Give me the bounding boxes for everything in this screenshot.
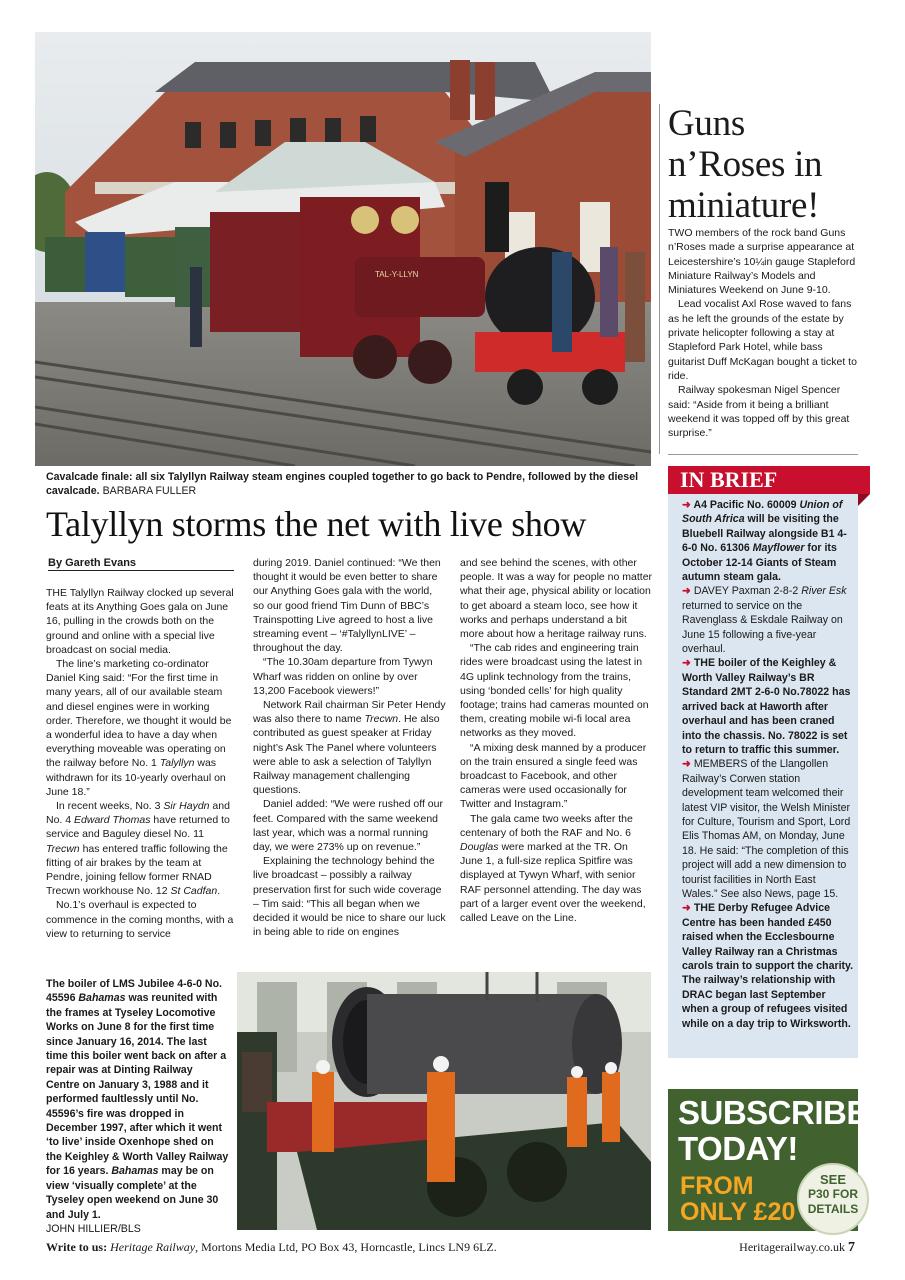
italic-name: Trecwn xyxy=(46,842,80,855)
subscribe-price: ONLY £20 xyxy=(680,1198,796,1226)
italic-name: Bahamas xyxy=(78,992,126,1005)
sidebar-paragraph: Lead vocalist Axl Rose waved to fans as he left the grounds of the estate by private helicopter following a stay at Stapleford Park Hotel, while bass guitarist Duff McKagan bought a ticket to ride. xyxy=(668,298,857,382)
italic-name: Talyllyn xyxy=(159,757,195,770)
badge-line-2: P30 FOR xyxy=(807,1187,858,1201)
article-paragraph: during 2019. Daniel continued: “We then thought it would be even better to share our Anything Goes gala with the world, so our good friend Tim Dunn of BBC’s Trainspotting Live agreed to host a live streaming event – ‘#TalyllynLIVE’ – throughout the day. xyxy=(253,557,441,655)
workshop-boiler-illustration xyxy=(237,972,651,1230)
boiler-caption xyxy=(46,977,229,1236)
footer-page-info xyxy=(739,1240,855,1256)
arrow-icon: ➜ xyxy=(682,585,694,598)
brief-item: ➜ THE boiler of the Keighley & Worth Valley Railway’s BR Standard 2MT 2-6-0 No.78022 has arrived back at Haworth after overhaul and has been craned into the chassis. No. 78022 is set to return to traffic this summer. xyxy=(682,657,851,756)
article-column-3 xyxy=(460,556,653,925)
footer-magazine: Heritage Railway xyxy=(110,1240,196,1254)
sidebar-headline: Guns n’Roses in miniature! xyxy=(668,103,823,226)
loco-nameplate: TAL-Y-LLYN xyxy=(375,270,419,279)
article-byline: By Gareth Evans xyxy=(48,557,234,571)
footer-address: , Mortons Media Ltd, PO Box 43, Horncastle, Lincs LN9 6LZ. xyxy=(195,1240,497,1254)
article-paragraph: THE Talyllyn Railway clocked up several feats at its Anything Goes gala on June 16, pulling in the crowds both on the ground and online with a special live broadcast on social media. xyxy=(46,587,234,656)
italic-name: St Cadfan xyxy=(170,885,218,898)
subscribe-line-2: TODAY! xyxy=(678,1130,798,1167)
photo-credit: BARBARA FULLER xyxy=(102,485,197,497)
in-brief-box xyxy=(668,466,858,1058)
article-paragraph: “The 10.30am departure from Tywyn Wharf was ridden on online by over 13,200 Facebook viewers!” xyxy=(253,656,433,697)
badge-line-3: DETAILS xyxy=(807,1202,859,1216)
in-brief-title: IN BRIEF xyxy=(668,466,870,494)
article-paragraph: Explaining the technology behind the live broadcast – possibly a railway preservation first for such wide coverage – Tim said: “This all began when we decided it would be nice to share our luck in being able to ride on engines xyxy=(253,855,446,939)
article-column-2 xyxy=(253,556,446,939)
article-paragraph: The gala came two weeks after the centenary of both the RAF and No. 6 Douglas were marked at the TR. On June 1, a full-size replica Spitfire was displayed at Tywyn Wharf, with senior RAF personnel attending. The day was part of a larger event over the weekend, called Leave on the Line. xyxy=(460,812,646,925)
sidebar-paragraph: TWO members of the rock band Guns n’Roses made a surprise appearance at Leicestershire’s 10¼in gauge Stapleford Miniature Railway’s Models and Miniatures Weekend on June 9-10. xyxy=(668,227,856,297)
article-paragraph: The line’s marketing co-ordinator Daniel King said: “For the first time in many years, all of our available steam and diesel engines were in working order. Therefore, we thought it would be a wonderful idea to have a day when everything moveable was operating on the railway before No. 1 Talyllyn was withdrawn for its 10-yearly overhaul on June 18.” xyxy=(46,658,232,798)
article-headline: Talyllyn storms the net with live show xyxy=(46,504,587,544)
subscribe-line-1: SUBSCRIBE xyxy=(678,1094,868,1131)
italic-name: Douglas xyxy=(460,841,499,854)
footer-website[interactable]: Heritagerailway.co.uk xyxy=(739,1240,845,1254)
italic-name: Sir Haydn xyxy=(163,800,210,813)
in-brief-list xyxy=(668,494,858,1031)
brief-item: ➜ A4 Pacific No. 60009 Union of South Africa will be visiting the Bluebell Railway alongside B1 4-6-0 No. 61306 Mayflower for its October 12-14 Giants of Steam autumn steam gala. xyxy=(682,499,847,584)
footer-contact xyxy=(46,1240,497,1255)
sidebar-divider xyxy=(659,104,660,454)
boiler-caption-text: The boiler of LMS Jubilee 4-6-0 No. 45596 Bahamas was reunited with the frames at Tyseley Locomotive Works on June 8 for the first time since January 16, 2014. The last time this boiler went back on after a repair was at Dinting Railway Centre on January 3, 1988 and it performed faultlessly until No. 45596’s fire was dropped in December 1997, after which it went ‘to live’ inside Oxenhope shed on the Keighley & Worth Valley Railway for 16 years. Bahamas may be on view ‘visually complete’ at the Tyseley open weekend on June 30 and July 1. xyxy=(46,978,229,1221)
brief-item: ➜ DAVEY Paxman 2-8-2 River Esk returned to service on the Ravenglass & Eskdale Railway on June 15 following a five-year overhaul. xyxy=(682,585,847,656)
top-photo xyxy=(35,32,651,466)
article-paragraph: Network Rail chairman Sir Peter Hendy was also there to name Trecwn. He also contributed as guest speaker at Friday night’s Ask The Panel where volunteers were able to ask a selection of Talyllyn Railway management challenging questions. xyxy=(253,699,446,797)
subscribe-badge[interactable] xyxy=(797,1163,869,1235)
sidebar-paragraph: Railway spokesman Nigel Spencer said: “Aside from it being a brilliant weekend it was topped off by this great surprise.” xyxy=(668,384,850,440)
sidebar-body xyxy=(668,226,858,440)
caption-text: Cavalcade finale: all six Talyllyn Railway steam engines coupled together to go back to Pendre, followed by the diesel cavalcade. xyxy=(46,471,639,497)
article-paragraph: “The cab rides and engineering train rides were broadcast using the latest in 4G uplink technology from the trains, using ‘bonded cells’ for high quality footage; trains had cameras mounted on them, creating mobile wi-fi local area networks as they moved. xyxy=(460,642,649,740)
footer-write-label: Write to us: xyxy=(46,1240,108,1254)
in-brief-flag-notch xyxy=(858,494,870,506)
boiler-photo xyxy=(237,972,651,1230)
article-paragraph: In recent weeks, No. 3 Sir Haydn and No. 4 Edward Thomas have returned to service and Baguley diesel No. 11 Trecwn has entered traffic following the fitting of air brakes by the team at Pendre, joining fellow former RNAD Trecwn workhouse No. 12 St Cadfan. xyxy=(46,800,230,898)
article-column-1 xyxy=(46,586,239,941)
italic-name: Edward Thomas xyxy=(74,814,151,827)
article-paragraph: “A mixing desk manned by a producer on the train ensured a single feed was broadcast to Facebook, and other cameras were used occasionally for Twitter and Instagram.” xyxy=(460,741,647,811)
italic-name: Bahamas xyxy=(111,1165,159,1178)
subscribe-line-3: FROM xyxy=(680,1172,754,1200)
top-photo-caption xyxy=(46,470,646,498)
brief-item: ➜ THE Derby Refugee Advice Centre has been handed £450 raised when the Ecclesbourne Valley Railway ran a Christmas carols train to support the charity. The railway’s relationship with DRAC began last September when a group of refugees visited while on a day trip to Wirksworth. xyxy=(682,902,854,1030)
article-paragraph: Daniel added: “We were rushed off our feet. Compared with the same weekend last year, which was a normal running day, we were 273% up on revenue.” xyxy=(253,798,443,854)
italic-name: Trecwn xyxy=(364,713,399,726)
station-locomotives-illustration xyxy=(35,32,651,466)
sidebar-bottom-rule xyxy=(668,454,858,455)
badge-line-1: SEE xyxy=(819,1172,846,1187)
page-number: 7 xyxy=(848,1240,855,1255)
arrow-icon: ➜ xyxy=(682,499,694,511)
brief-item: ➜ MEMBERS of the Llangollen Railway’s Corwen station development team welcomed their latest VIP visitor, the Welsh Minister for Culture, Tourism and Sport, Lord Elis Thomas AM, on Monday, June 18. He said: “The completion of this project will add a new dimension to tourist facilities in North East Wales.” See also News, page 15. xyxy=(682,758,851,900)
arrow-icon: ➜ xyxy=(682,657,694,670)
italic-name: River Esk xyxy=(801,585,847,598)
italic-name: Union of South Africa xyxy=(682,499,843,526)
article-paragraph: No.1’s overhaul is expected to commence in the coming months, with a view to returning to service xyxy=(46,899,234,940)
article-paragraph: and see behind the scenes, with other people. It was a way for people no matter what their age, physical ability or location to get aboard a steam loco, see how it works and perhaps understand a bit more about how a heritage railway runs. xyxy=(460,557,653,641)
italic-name: Mayflower xyxy=(752,542,805,555)
arrow-icon: ➜ xyxy=(682,758,694,771)
arrow-icon: ➜ xyxy=(682,902,694,915)
boiler-photo-credit: JOHN HILLIER/BLS xyxy=(46,1222,141,1235)
